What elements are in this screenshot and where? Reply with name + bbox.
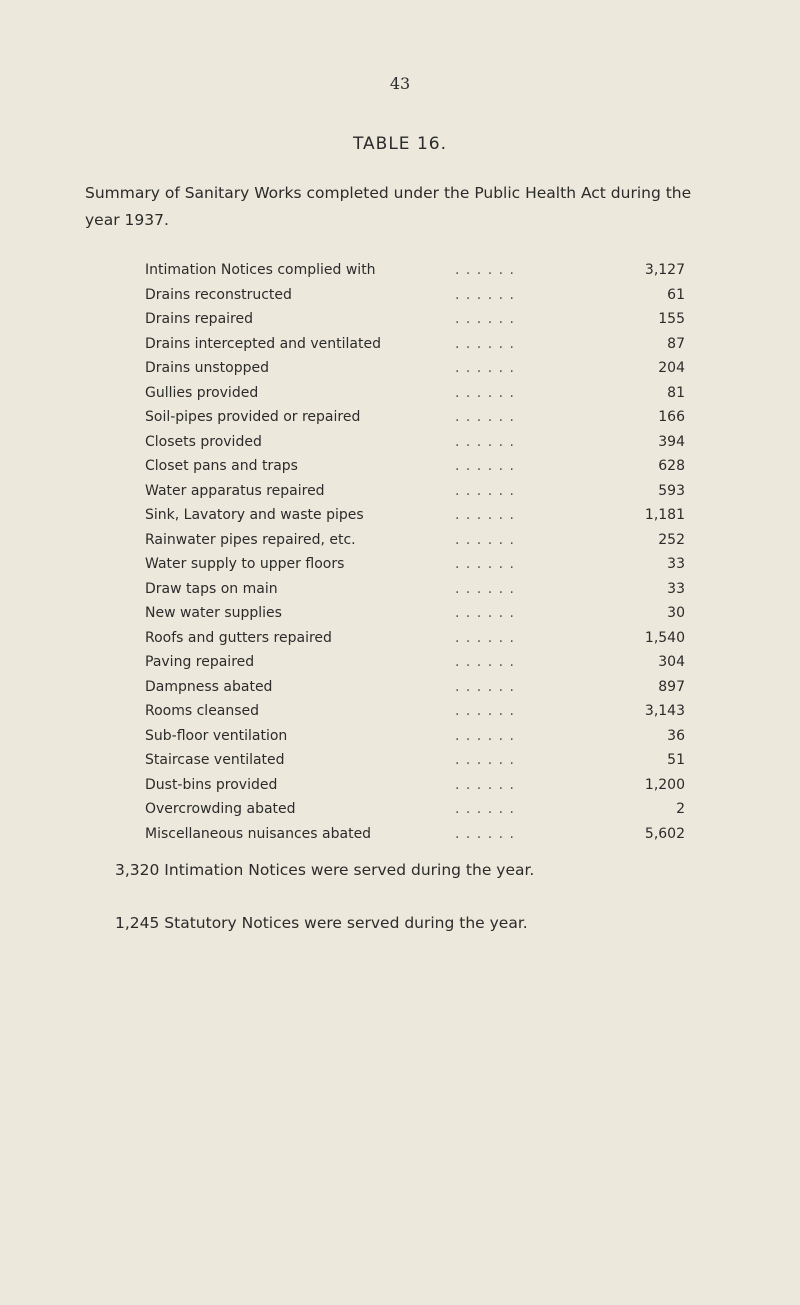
work-label: Soil-pipes provided or repaired bbox=[145, 409, 361, 425]
work-row: Draw taps on main . . . . . . 33 bbox=[145, 577, 685, 602]
work-value: 61 bbox=[667, 286, 685, 303]
work-row: Miscellaneous nuisances abated . . . . . . 5,602 bbox=[145, 822, 685, 847]
work-row: Sub-floor ventilation . . . . . . 36 bbox=[145, 724, 685, 749]
work-label: Sink, Lavatory and waste pipes bbox=[145, 507, 364, 523]
work-row: Drains intercepted and ventilated . . . . . . 87 bbox=[145, 332, 685, 357]
work-value: 1,181 bbox=[644, 507, 685, 523]
work-row: Roofs and gutters repaired . . . . . . 1,540 bbox=[145, 626, 685, 651]
table-title: TABLE 16. bbox=[352, 134, 447, 154]
work-value: 30 bbox=[667, 605, 685, 621]
work-value: 51 bbox=[667, 752, 685, 768]
work-label: Miscellaneous nuisances abated bbox=[145, 825, 372, 842]
page-number: 43 bbox=[389, 74, 411, 93]
work-row: Overcrowding abated . . . . . . 2 bbox=[145, 797, 685, 822]
work-value: 394 bbox=[658, 433, 685, 450]
sanitary-works-list bbox=[145, 258, 685, 846]
work-value: 36 bbox=[667, 727, 685, 744]
work-label: Gullies provided bbox=[145, 384, 259, 401]
work-value: 628 bbox=[658, 458, 685, 474]
work-label: Overcrowding abated bbox=[145, 801, 296, 817]
work-label: Closets provided bbox=[145, 433, 262, 450]
work-value: 3,143 bbox=[644, 703, 685, 719]
work-label: Drains intercepted and ventilated bbox=[145, 335, 381, 352]
work-row: Rainwater pipes repaired, etc. . . . . . . 252 bbox=[145, 528, 685, 553]
work-value: 1,200 bbox=[644, 776, 685, 793]
work-value: 204 bbox=[658, 360, 685, 376]
work-label: Roofs and gutters repaired bbox=[145, 629, 332, 646]
work-label: Sub-floor ventilation bbox=[145, 727, 288, 744]
work-value: 5,602 bbox=[644, 825, 685, 842]
work-value: 897 bbox=[658, 678, 685, 695]
work-row: Closet pans and traps . . . . . . 628 bbox=[145, 454, 685, 479]
work-label: New water supplies bbox=[145, 605, 282, 621]
intimation-notices-statement: 3,320 Intimation Notices were served during the year. bbox=[115, 861, 535, 879]
work-value: 166 bbox=[658, 409, 685, 425]
work-row: Dust-bins provided . . . . . . 1,200 bbox=[145, 773, 685, 798]
work-label: Drains repaired bbox=[145, 311, 253, 327]
work-value: 1,540 bbox=[644, 629, 685, 646]
work-label: Water supply to upper floors bbox=[145, 556, 345, 572]
work-row: Rooms cleansed . . . . . . 3,143 bbox=[145, 699, 685, 724]
work-row: Closets provided . . . . . . 394 bbox=[145, 430, 685, 455]
work-row: Staircase ventilated . . . . . . 51 bbox=[145, 748, 685, 773]
work-row: Drains reconstructed . . . . . . 61 bbox=[145, 283, 685, 308]
work-value: 33 bbox=[667, 556, 685, 572]
work-value: 593 bbox=[658, 482, 685, 499]
work-value: 252 bbox=[658, 531, 685, 548]
work-label: Staircase ventilated bbox=[145, 752, 285, 768]
work-row: Gullies provided . . . . . . 81 bbox=[145, 381, 685, 406]
work-value: 2 bbox=[676, 801, 685, 817]
work-label: Closet pans and traps bbox=[145, 458, 298, 474]
work-label: Dampness abated bbox=[145, 678, 273, 695]
work-label: Rainwater pipes repaired, etc. bbox=[145, 531, 356, 548]
work-row: Water apparatus repaired . . . . . . 593 bbox=[145, 479, 685, 504]
work-row: Soil-pipes provided or repaired . . . . . . 166 bbox=[145, 405, 685, 430]
work-row: Dampness abated . . . . . . 897 bbox=[145, 675, 685, 700]
work-row: Intimation Notices complied with . . . . . . 3,127 bbox=[145, 258, 685, 283]
work-row: New water supplies . . . . . . 30 bbox=[145, 601, 685, 626]
work-value: 81 bbox=[667, 384, 685, 401]
work-label: Dust-bins provided bbox=[145, 776, 278, 793]
work-label: Drains reconstructed bbox=[145, 286, 292, 303]
work-label: Water apparatus repaired bbox=[145, 482, 325, 499]
work-row: Drains unstopped . . . . . . 204 bbox=[145, 356, 685, 381]
statutory-notices-statement: 1,245 Statutory Notices were served during the year. bbox=[115, 914, 528, 932]
work-row: Sink, Lavatory and waste pipes . . . . . . 1,181 bbox=[145, 503, 685, 528]
work-label: Rooms cleansed bbox=[145, 703, 260, 719]
work-value: 33 bbox=[667, 580, 685, 597]
work-value: 3,127 bbox=[644, 262, 685, 278]
work-row: Paving repaired . . . . . . 304 bbox=[145, 650, 685, 675]
work-value: 155 bbox=[658, 311, 685, 327]
work-row: Drains repaired . . . . . . 155 bbox=[145, 307, 685, 332]
work-label: Drains unstopped bbox=[145, 360, 269, 376]
work-label: Intimation Notices complied with bbox=[145, 262, 376, 278]
work-label: Draw taps on main bbox=[145, 580, 278, 597]
work-row: Water supply to upper floors . . . . . . 33 bbox=[145, 552, 685, 577]
work-value: 87 bbox=[667, 335, 685, 352]
table-summary: Summary of Sanitary Works completed under the Public Health Act during the year 1937. bbox=[85, 184, 692, 229]
work-label: Paving repaired bbox=[145, 654, 255, 670]
work-value: 304 bbox=[658, 654, 685, 670]
